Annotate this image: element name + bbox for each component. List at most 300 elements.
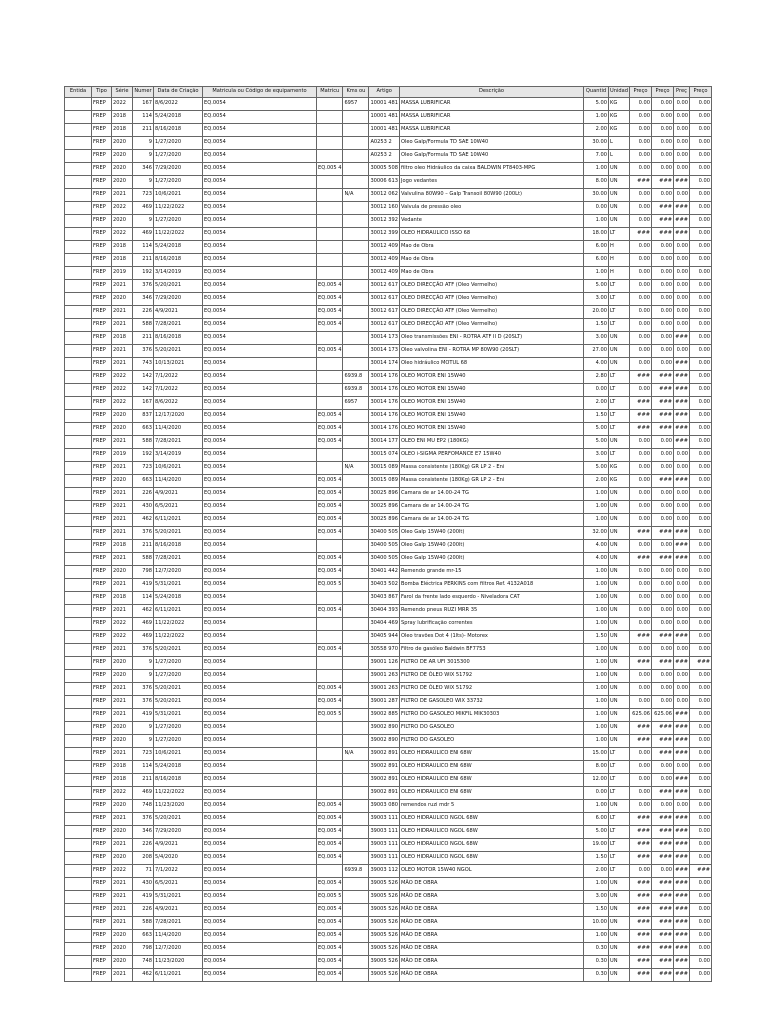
cell-unit: H <box>608 267 629 280</box>
cell-kms <box>343 904 369 917</box>
cell-series: 2018 <box>112 241 133 254</box>
cell-entity <box>65 319 92 332</box>
cell-quantity: 8.00 <box>583 176 608 189</box>
cell-price-1: 0.00 <box>629 644 651 657</box>
table-row <box>65 735 712 748</box>
cell-price-1: ### <box>629 917 651 930</box>
cell-quantity: 2.00 <box>583 475 608 488</box>
cell-description: Oleo Galp 15W40 (200lt) <box>399 553 583 566</box>
cell-creation-date: 4/9/2021 <box>154 488 203 501</box>
cell-number: 167 <box>133 98 154 111</box>
cell-type: FREP <box>92 371 112 384</box>
cell-article: 30012 409 <box>369 267 400 280</box>
cell-type: FREP <box>92 956 112 969</box>
cell-description: Oleo transmissões ENI - ROTRA ATF II D (20SLT) <box>399 332 583 345</box>
cell-description: OLEO MOTOR ENI 15W40 <box>399 423 583 436</box>
cell-price-2: ### <box>651 839 673 852</box>
cell-price-2: ### <box>651 631 673 644</box>
cell-kms <box>343 930 369 943</box>
cell-price-1: 0.00 <box>629 202 651 215</box>
cell-price-3: ### <box>673 332 689 345</box>
cell-price-3: ### <box>673 709 689 722</box>
table-row <box>65 150 712 163</box>
cell-kms <box>343 826 369 839</box>
cell-series: 2018 <box>112 332 133 345</box>
cell-description: Massa consistente (180Kg) GR LP 2 - Eni <box>399 462 583 475</box>
cell-type: FREP <box>92 358 112 371</box>
cell-article: 30025 896 <box>369 514 400 527</box>
cell-kms <box>343 683 369 696</box>
cell-price-1: 0.00 <box>629 605 651 618</box>
cell-article: 30006 613 <box>369 176 400 189</box>
cell-price-1: 0.00 <box>629 618 651 631</box>
cell-quantity: 0.30 <box>583 956 608 969</box>
cell-type: FREP <box>92 124 112 137</box>
cell-number: 469 <box>133 202 154 215</box>
cell-series: 2021 <box>112 306 133 319</box>
cell-price-3: 0.00 <box>673 462 689 475</box>
cell-number: 211 <box>133 540 154 553</box>
cell-kms: 6939.8 <box>343 384 369 397</box>
table-row <box>65 852 712 865</box>
cell-unit: UN <box>608 670 629 683</box>
cell-price-2: 0.00 <box>651 319 673 332</box>
table-row <box>65 111 712 124</box>
cell-type: FREP <box>92 865 112 878</box>
table-row <box>65 787 712 800</box>
cell-description: Farol da frente lado esquerdo - Niveladora CAT <box>399 592 583 605</box>
table-row <box>65 241 712 254</box>
cell-price-1: 0.00 <box>629 137 651 150</box>
equipment-parts-table <box>64 86 712 982</box>
cell-creation-date: 4/9/2021 <box>154 306 203 319</box>
cell-quantity: 1.00 <box>583 267 608 280</box>
cell-price-3: 0.00 <box>673 319 689 332</box>
cell-number: 430 <box>133 878 154 891</box>
cell-kms <box>343 852 369 865</box>
cell-type: FREP <box>92 878 112 891</box>
cell-quantity: 6.00 <box>583 813 608 826</box>
cell-number: 9 <box>133 722 154 735</box>
table-row <box>65 631 712 644</box>
table-row <box>65 189 712 202</box>
cell-creation-date: 10/6/2021 <box>154 189 203 202</box>
table-row <box>65 358 712 371</box>
cell-type: FREP <box>92 787 112 800</box>
cell-quantity: 1.00 <box>583 592 608 605</box>
cell-price-4: 0.00 <box>689 787 711 800</box>
cell-kms <box>343 605 369 618</box>
cell-type: FREP <box>92 397 112 410</box>
cell-entity <box>65 917 92 930</box>
cell-creation-date: 10/13/2021 <box>154 358 203 371</box>
cell-quantity: 8.00 <box>583 761 608 774</box>
cell-price-1: 0.00 <box>629 748 651 761</box>
cell-price-2: ### <box>651 878 673 891</box>
cell-price-2: ### <box>651 826 673 839</box>
cell-entity <box>65 761 92 774</box>
cell-description: OLEO ENI MU EP2 (180KG) <box>399 436 583 449</box>
cell-price-2: 625.06 <box>651 709 673 722</box>
cell-price-4: 0.00 <box>689 176 711 189</box>
cell-price-3: ### <box>673 839 689 852</box>
cell-number: 346 <box>133 826 154 839</box>
cell-series: 2022 <box>112 618 133 631</box>
cell-series: 2022 <box>112 631 133 644</box>
cell-price-2: ### <box>651 553 673 566</box>
cell-price-4: 0.00 <box>689 631 711 644</box>
cell-type: FREP <box>92 228 112 241</box>
cell-price-3: ### <box>673 930 689 943</box>
cell-price-4: 0.00 <box>689 163 711 176</box>
cell-price-1: 625.06 <box>629 709 651 722</box>
cell-price-3: ### <box>673 475 689 488</box>
cell-price-3: 0.00 <box>673 566 689 579</box>
cell-entity <box>65 371 92 384</box>
cell-price-2: 0.00 <box>651 124 673 137</box>
cell-price-2: 0.00 <box>651 800 673 813</box>
cell-plate <box>317 761 343 774</box>
cell-price-4: 0.00 <box>689 241 711 254</box>
table-row <box>65 267 712 280</box>
cell-quantity: 5.00 <box>583 423 608 436</box>
cell-article: 30400 505 <box>369 553 400 566</box>
cell-price-3: 0.00 <box>673 605 689 618</box>
cell-creation-date: 7/28/2021 <box>154 319 203 332</box>
cell-price-3: ### <box>673 423 689 436</box>
cell-price-3: ### <box>673 657 689 670</box>
cell-equipment-code: EQ.0054 <box>203 696 317 709</box>
cell-quantity: 1.00 <box>583 163 608 176</box>
cell-price-2: ### <box>651 943 673 956</box>
cell-price-3: 0.00 <box>673 280 689 293</box>
cell-entity <box>65 202 92 215</box>
cell-price-3: ### <box>673 904 689 917</box>
cell-description: Camara de ar 14.00-24 TG <box>399 514 583 527</box>
table-row <box>65 163 712 176</box>
cell-type: FREP <box>92 813 112 826</box>
cell-equipment-code: EQ.0054 <box>203 293 317 306</box>
cell-creation-date: 11/23/2020 <box>154 956 203 969</box>
cell-price-3: 0.00 <box>673 345 689 358</box>
cell-number: 114 <box>133 241 154 254</box>
cell-description: OLEO HIDRAULICO ENI 68W <box>399 748 583 761</box>
cell-kms: N/A <box>343 462 369 475</box>
cell-quantity: 3.00 <box>583 332 608 345</box>
cell-plate: EQ.005 4 <box>317 501 343 514</box>
table-header-row <box>65 87 712 98</box>
cell-entity <box>65 527 92 540</box>
cell-price-1: 0.00 <box>629 761 651 774</box>
cell-description: Oleo Galp 15W40 (200lt) <box>399 527 583 540</box>
cell-number: 211 <box>133 774 154 787</box>
cell-quantity: 18.00 <box>583 228 608 241</box>
cell-description: OLEO DIRECÇÃO ATF (Oleo Vermelho) <box>399 319 583 332</box>
cell-price-3: ### <box>673 631 689 644</box>
cell-price-3: 0.00 <box>673 254 689 267</box>
cell-equipment-code: EQ.0054 <box>203 371 317 384</box>
cell-equipment-code: EQ.0054 <box>203 267 317 280</box>
cell-series: 2021 <box>112 514 133 527</box>
table-row <box>65 215 712 228</box>
cell-kms: N/A <box>343 748 369 761</box>
cell-plate <box>317 462 343 475</box>
cell-kms <box>343 644 369 657</box>
cell-kms <box>343 917 369 930</box>
cell-type: FREP <box>92 345 112 358</box>
cell-kms <box>343 527 369 540</box>
cell-article: 39001 126 <box>369 657 400 670</box>
cell-quantity: 1.00 <box>583 800 608 813</box>
cell-creation-date: 5/24/2018 <box>154 111 203 124</box>
cell-entity <box>65 384 92 397</box>
cell-unit: UN <box>608 215 629 228</box>
cell-price-4: 0.00 <box>689 384 711 397</box>
cell-kms: N/A <box>343 189 369 202</box>
cell-equipment-code: EQ.0054 <box>203 137 317 150</box>
cell-equipment-code: EQ.0054 <box>203 787 317 800</box>
cell-quantity: 4.00 <box>583 540 608 553</box>
cell-type: FREP <box>92 319 112 332</box>
cell-creation-date: 10/6/2021 <box>154 748 203 761</box>
cell-series: 2020 <box>112 826 133 839</box>
cell-creation-date: 5/24/2018 <box>154 241 203 254</box>
cell-price-4: 0.00 <box>689 735 711 748</box>
cell-article: 30403 502 <box>369 579 400 592</box>
cell-quantity: 1.50 <box>583 319 608 332</box>
table-row <box>65 878 712 891</box>
cell-article: 30014 177 <box>369 436 400 449</box>
cell-price-4: 0.00 <box>689 904 711 917</box>
cell-type: FREP <box>92 423 112 436</box>
cell-entity <box>65 787 92 800</box>
cell-plate: EQ.005 4 <box>317 527 343 540</box>
table-row <box>65 501 712 514</box>
cell-type: FREP <box>92 150 112 163</box>
table-row <box>65 384 712 397</box>
cell-price-1: 0.00 <box>629 475 651 488</box>
cell-price-2: 0.00 <box>651 566 673 579</box>
cell-description: OLEO DIRECÇÃO ATF (Oleo Vermelho) <box>399 293 583 306</box>
cell-price-1: 0.00 <box>629 384 651 397</box>
cell-type: FREP <box>92 501 112 514</box>
cell-quantity: 1.00 <box>583 722 608 735</box>
cell-kms <box>343 137 369 150</box>
cell-type: FREP <box>92 917 112 930</box>
cell-creation-date: 6/11/2021 <box>154 514 203 527</box>
cell-unit: LT <box>608 228 629 241</box>
cell-price-3: ### <box>673 774 689 787</box>
table-row <box>65 228 712 241</box>
cell-unit: L <box>608 137 629 150</box>
cell-creation-date: 4/9/2021 <box>154 904 203 917</box>
cell-series: 2020 <box>112 410 133 423</box>
cell-plate <box>317 774 343 787</box>
cell-price-4: ### <box>689 865 711 878</box>
cell-article: 39005 526 <box>369 904 400 917</box>
cell-series: 2021 <box>112 488 133 501</box>
cell-number: 588 <box>133 553 154 566</box>
cell-series: 2021 <box>112 358 133 371</box>
cell-number: 419 <box>133 579 154 592</box>
cell-quantity: 1.50 <box>583 410 608 423</box>
cell-unit: UN <box>608 800 629 813</box>
cell-plate: EQ.005 4 <box>317 917 343 930</box>
table-row <box>65 566 712 579</box>
cell-quantity: 1.00 <box>583 579 608 592</box>
cell-price-4: 0.00 <box>689 449 711 462</box>
cell-number: 723 <box>133 748 154 761</box>
cell-price-1: 0.00 <box>629 189 651 202</box>
cell-creation-date: 6/11/2021 <box>154 969 203 982</box>
cell-unit: UN <box>608 540 629 553</box>
cell-series: 2020 <box>112 800 133 813</box>
cell-series: 2018 <box>112 592 133 605</box>
cell-type: FREP <box>92 826 112 839</box>
cell-series: 2022 <box>112 865 133 878</box>
cell-article: 10001 481 <box>369 124 400 137</box>
cell-plate: EQ.005 4 <box>317 423 343 436</box>
cell-entity <box>65 592 92 605</box>
cell-equipment-code: EQ.0054 <box>203 111 317 124</box>
cell-article: 39003 112 <box>369 865 400 878</box>
cell-price-4: 0.00 <box>689 397 711 410</box>
cell-plate <box>317 722 343 735</box>
cell-price-3: 0.00 <box>673 696 689 709</box>
cell-price-2: 0.00 <box>651 332 673 345</box>
cell-kms: 6939.8 <box>343 371 369 384</box>
table-row <box>65 293 712 306</box>
cell-article: 30012 392 <box>369 215 400 228</box>
cell-price-2: 0.00 <box>651 579 673 592</box>
cell-entity <box>65 436 92 449</box>
cell-creation-date: 1/27/2020 <box>154 176 203 189</box>
cell-price-2: ### <box>651 215 673 228</box>
cell-price-4: 0.00 <box>689 98 711 111</box>
cell-unit: UN <box>608 345 629 358</box>
cell-price-4: 0.00 <box>689 527 711 540</box>
cell-number: 192 <box>133 267 154 280</box>
cell-plate: EQ.005 4 <box>317 839 343 852</box>
cell-article: 30015 089 <box>369 475 400 488</box>
cell-type: FREP <box>92 410 112 423</box>
cell-price-3: ### <box>673 969 689 982</box>
cell-equipment-code: EQ.0054 <box>203 852 317 865</box>
cell-plate <box>317 228 343 241</box>
cell-type: FREP <box>92 722 112 735</box>
cell-equipment-code: EQ.0054 <box>203 683 317 696</box>
cell-number: 226 <box>133 904 154 917</box>
cell-unit: LT <box>608 280 629 293</box>
cell-series: 2020 <box>112 657 133 670</box>
cell-type: FREP <box>92 943 112 956</box>
cell-number: 462 <box>133 514 154 527</box>
cell-description: Oleo hidráulico MOTUL 68 <box>399 358 583 371</box>
cell-quantity: 19.00 <box>583 839 608 852</box>
cell-entity <box>65 969 92 982</box>
cell-equipment-code: EQ.0054 <box>203 501 317 514</box>
cell-quantity: 7.00 <box>583 150 608 163</box>
cell-unit: KG <box>608 475 629 488</box>
cell-price-4: 0.00 <box>689 644 711 657</box>
cell-series: 2020 <box>112 137 133 150</box>
cell-price-1: ### <box>629 943 651 956</box>
cell-number: 376 <box>133 644 154 657</box>
cell-equipment-code: EQ.0054 <box>203 930 317 943</box>
table-row <box>65 410 712 423</box>
cell-unit: UN <box>608 696 629 709</box>
cell-price-3: ### <box>673 943 689 956</box>
cell-unit: KG <box>608 111 629 124</box>
table-row <box>65 618 712 631</box>
cell-kms <box>343 800 369 813</box>
cell-equipment-code: EQ.0054 <box>203 215 317 228</box>
cell-type: FREP <box>92 475 112 488</box>
cell-article: 39002 891 <box>369 748 400 761</box>
cell-type: FREP <box>92 163 112 176</box>
cell-price-2: 0.00 <box>651 696 673 709</box>
cell-type: FREP <box>92 202 112 215</box>
cell-creation-date: 7/29/2020 <box>154 293 203 306</box>
cell-creation-date: 12/7/2020 <box>154 943 203 956</box>
cell-creation-date: 7/1/2022 <box>154 865 203 878</box>
cell-description: Camara de ar 14.00-24 TG <box>399 501 583 514</box>
cell-article: 39005 526 <box>369 943 400 956</box>
table-row <box>65 514 712 527</box>
cell-entity <box>65 488 92 501</box>
cell-type: FREP <box>92 488 112 501</box>
cell-equipment-code: EQ.0054 <box>203 553 317 566</box>
cell-entity <box>65 462 92 475</box>
cell-price-1: 0.00 <box>629 358 651 371</box>
cell-article: 39002 890 <box>369 722 400 735</box>
cell-number: 211 <box>133 254 154 267</box>
cell-entity <box>65 137 92 150</box>
cell-price-2: 0.00 <box>651 241 673 254</box>
cell-kms <box>343 241 369 254</box>
cell-price-3: ### <box>673 852 689 865</box>
cell-price-2: 0.00 <box>651 163 673 176</box>
cell-series: 2018 <box>112 124 133 137</box>
cell-series: 2020 <box>112 293 133 306</box>
cell-plate <box>317 150 343 163</box>
cell-unit: UN <box>608 332 629 345</box>
cell-price-2: ### <box>651 475 673 488</box>
cell-price-3: 0.00 <box>673 111 689 124</box>
cell-number: 462 <box>133 605 154 618</box>
cell-kms <box>343 111 369 124</box>
cell-price-1: 0.00 <box>629 540 651 553</box>
cell-kms <box>343 475 369 488</box>
cell-unit: LT <box>608 319 629 332</box>
cell-price-1: 0.00 <box>629 332 651 345</box>
cell-unit: UN <box>608 202 629 215</box>
cell-price-3: ### <box>673 865 689 878</box>
cell-series: 2021 <box>112 891 133 904</box>
cell-entity <box>65 709 92 722</box>
column-header-number: Numer <box>133 87 154 98</box>
cell-description: MÃO DE OBRA <box>399 878 583 891</box>
cell-price-3: 0.00 <box>673 800 689 813</box>
cell-type: FREP <box>92 969 112 982</box>
cell-plate <box>317 384 343 397</box>
cell-quantity: 1.00 <box>583 696 608 709</box>
cell-equipment-code: EQ.0054 <box>203 488 317 501</box>
cell-equipment-code: EQ.0054 <box>203 345 317 358</box>
cell-number: 588 <box>133 436 154 449</box>
cell-price-2: 0.00 <box>651 618 673 631</box>
cell-price-1: ### <box>629 722 651 735</box>
